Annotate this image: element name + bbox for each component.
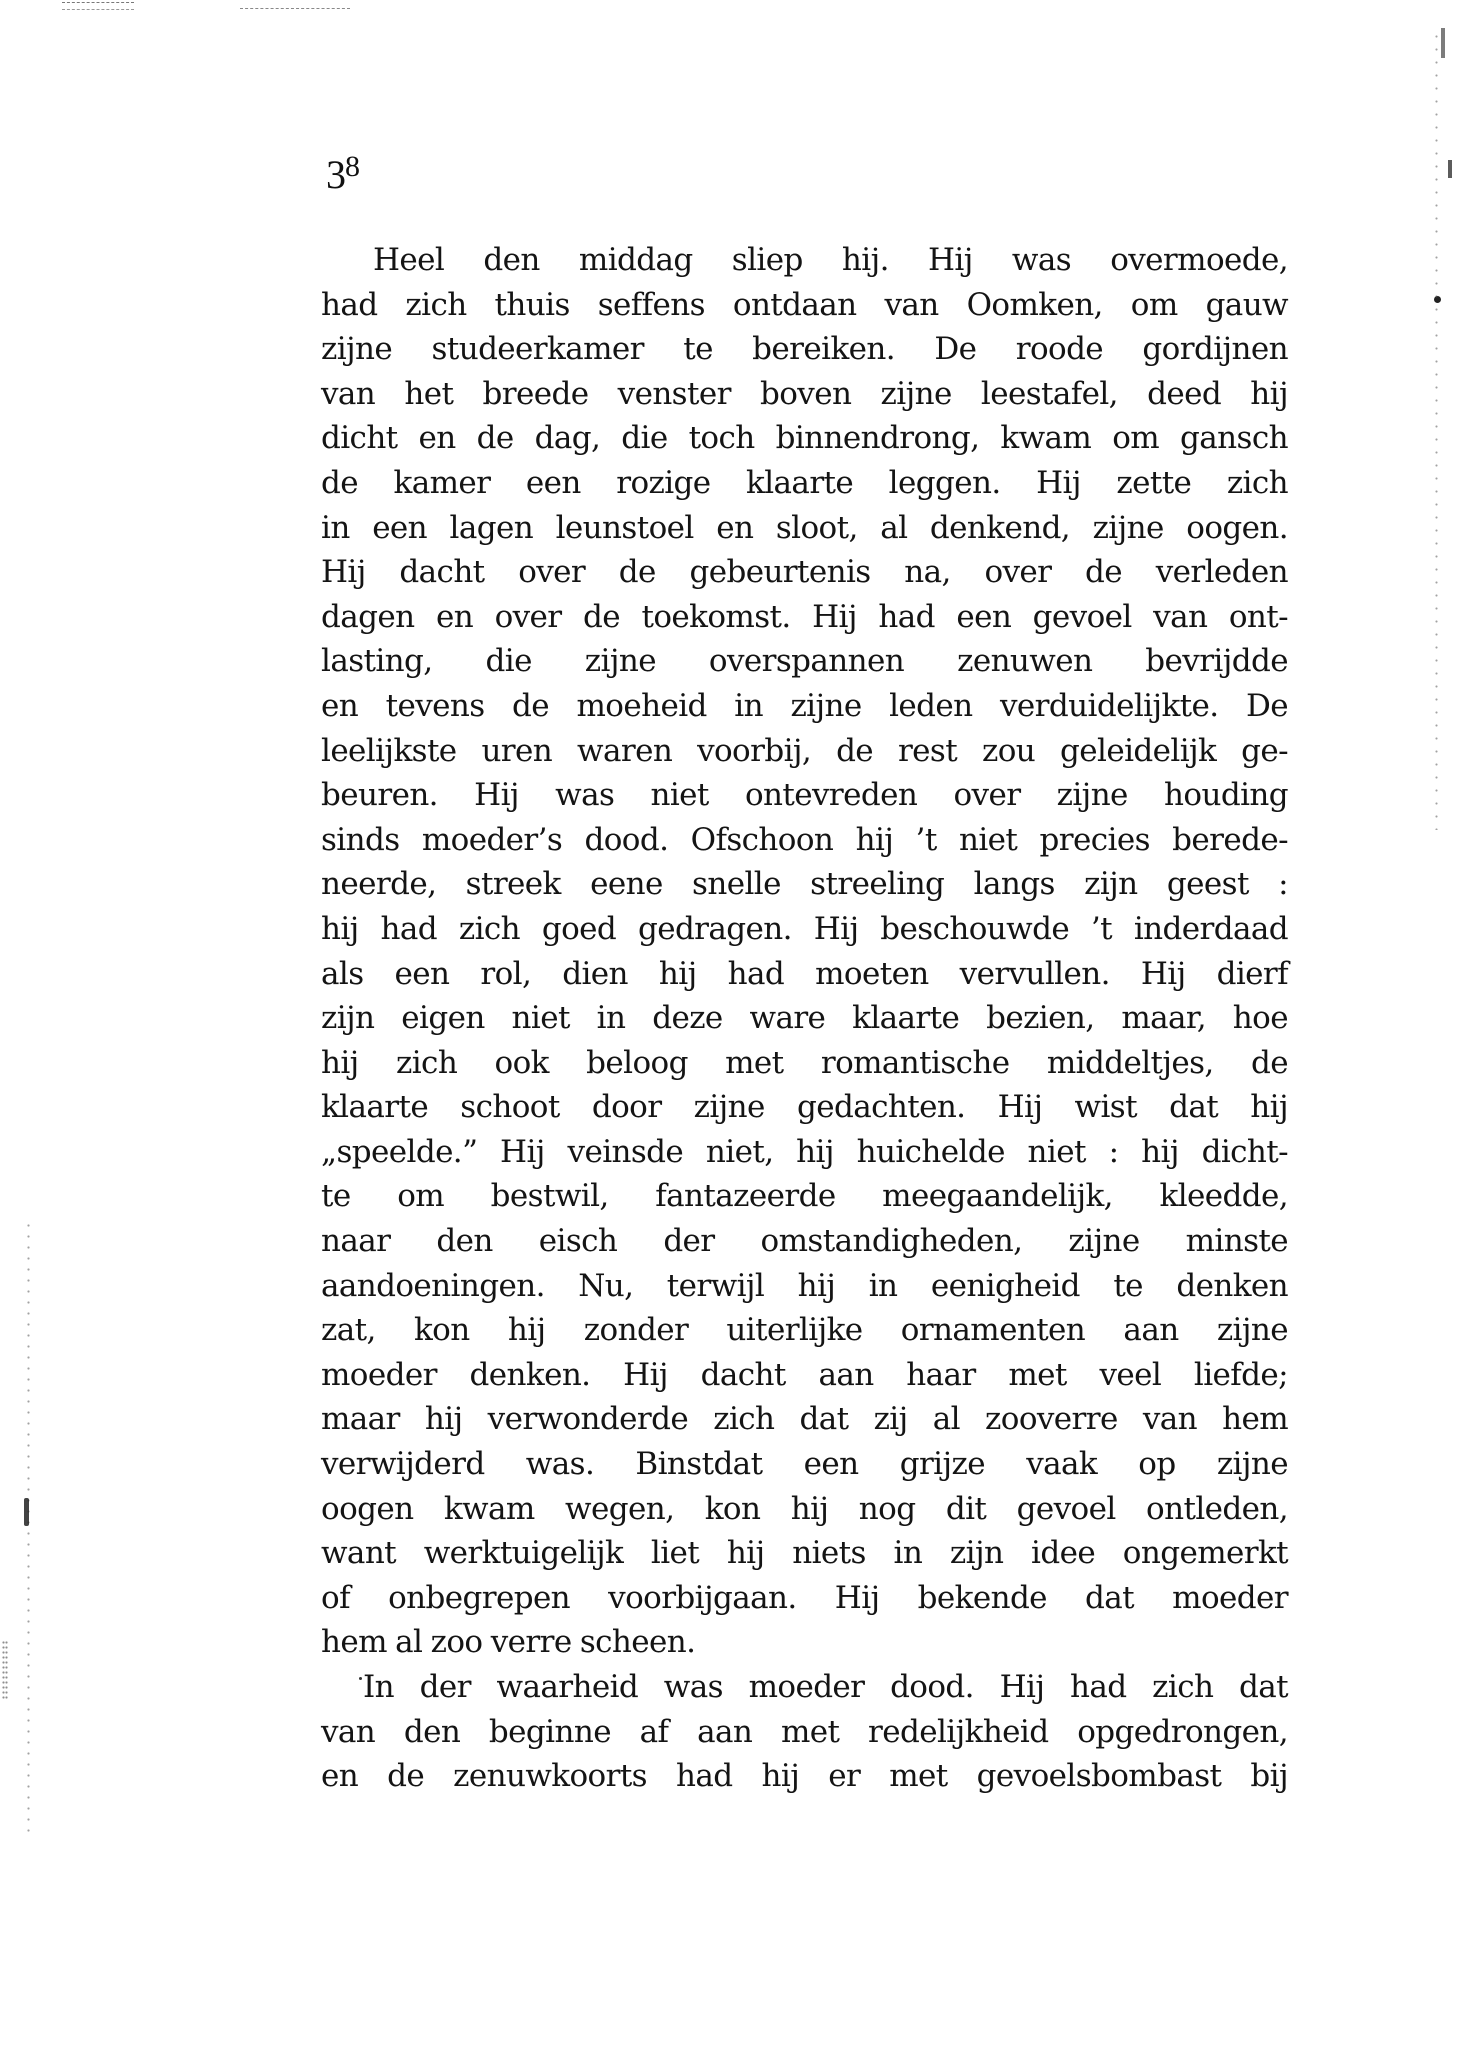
body-text — [321, 238, 1288, 1799]
text-line: hij zich ook beloog met romantische middeltjes, de — [321, 1044, 1288, 1081]
text-line: leelijkste uren waren voorbij, de rest zou geleidelijk ge- — [321, 732, 1288, 769]
paragraph — [321, 238, 1288, 1665]
text-line: moeder denken. Hij dacht aan haar met veel liefde; — [321, 1356, 1288, 1393]
text-line: hij had zich goed gedragen. Hij beschouwde ’t inderdaad — [321, 910, 1288, 947]
text-line: „speelde.” Hij veinsde niet, hij huichelde niet : hij dicht- — [321, 1133, 1288, 1170]
text-line: In der waarheid was moeder dood. Hij had zich dat — [363, 1669, 1288, 1705]
text-line: maar hij verwonderde zich dat zij al zooverre van hem — [321, 1401, 1288, 1438]
text-line: zijn eigen niet in deze ware klaarte bezien, maar, hoe — [321, 1000, 1288, 1037]
text-line: dagen en over de toekomst. Hij had een gevoel van ont- — [321, 598, 1288, 635]
text-line: lasting, die zijne overspannen zenuwen bevrijdde — [321, 643, 1288, 680]
scan-artifact — [62, 2, 134, 10]
scan-artifact — [2, 1640, 8, 1700]
text-line: oogen kwam wegen, kon hij nog dit gevoel ontleden, — [321, 1490, 1288, 1527]
scan-artifact — [240, 8, 350, 11]
text-line: verwijderd was. Binstdat een grijze vaak op zijne — [321, 1446, 1288, 1483]
text-line: naar den eisch der omstandigheden, zijne minste — [321, 1223, 1288, 1260]
text-line: klaarte schoot door zijne gedachten. Hij wist dat hij — [321, 1089, 1288, 1126]
scan-artifact — [1441, 28, 1445, 58]
scan-artifact — [1448, 160, 1452, 178]
text-line: of onbegrepen voorbijgaan. Hij bekende dat moeder — [321, 1579, 1288, 1616]
page-number-main: 3 — [326, 152, 345, 197]
text-line: Hij dacht over de gebeurtenis na, over de verleden — [321, 554, 1288, 591]
text-line: zijne studeerkamer te bereiken. De roode gordijnen — [321, 331, 1288, 368]
text-line: de kamer een rozige klaarte leggen. Hij zette zich — [321, 464, 1288, 501]
page-number — [326, 150, 359, 199]
text-line: in een lagen leunstoel en sloot, al denkend, zijne oogen. — [321, 509, 1288, 546]
text-line: Heel den middag sliep hij. Hij was overmoede, — [373, 242, 1288, 278]
page-number-raised-digit: 8 — [345, 150, 359, 183]
text-line: zat, kon hij zonder uiterlijke ornamenten aan zijne — [321, 1312, 1288, 1349]
paragraph — [321, 1665, 1288, 1799]
text-line: had zich thuis seffens ontdaan van Oomken, om gauw — [321, 286, 1288, 323]
text-line: sinds moeder’s dood. Ofschoon hij ’t niet precies berede- — [321, 821, 1288, 858]
scan-artifact — [24, 1498, 29, 1526]
text-line: dicht en de dag, die toch binnendrong, kwam om gansch — [321, 420, 1288, 457]
text-line: aandoeningen. Nu, terwijl hij in eenigheid te denken — [321, 1267, 1288, 1304]
text-line: van den beginne af aan met redelijkheid opgedrongen, — [321, 1713, 1288, 1750]
text-line: van het breede venster boven zijne leestafel, deed hij — [321, 375, 1288, 412]
scan-artifact — [26, 1220, 32, 1840]
text-line: beuren. Hij was niet ontevreden over zijne houding — [321, 777, 1288, 814]
text-line: hem al zoo verre scheen. — [321, 1624, 696, 1661]
text-line: en tevens de moeheid in zijne leden verduidelijkte. De — [321, 687, 1288, 724]
text-line: want werktuigelijk liet hij niets in zijn idee ongemerkt — [321, 1535, 1288, 1572]
text-line: als een rol, dien hij had moeten vervullen. Hij dierf — [321, 955, 1288, 992]
text-line: en de zenuwkoorts had hij er met gevoelsbombast bij — [321, 1758, 1288, 1795]
text-line: neerde, streek eene snelle streeling langs zijn geest : — [321, 866, 1288, 903]
scan-artifact — [1434, 30, 1440, 830]
text-line: te om bestwil, fantazeerde meegaandelijk, kleedde, — [321, 1178, 1288, 1215]
